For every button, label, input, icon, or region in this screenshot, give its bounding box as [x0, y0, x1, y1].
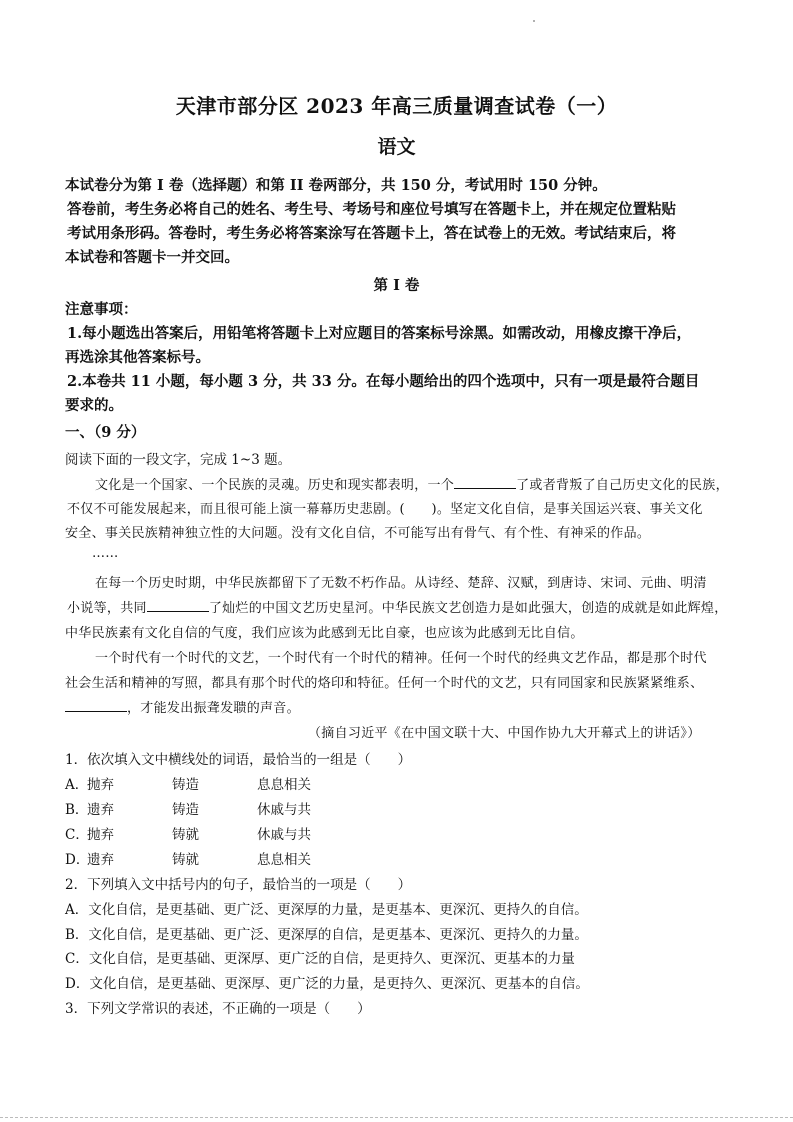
- intro-line-1: 本试卷分为第 I 卷（选择题）和第 II 卷两部分，共 150 分，考试用时 150 分钟。: [65, 177, 607, 194]
- part-title: 第 I 卷: [373, 277, 420, 294]
- notice-line-4: 要求的。: [65, 397, 123, 414]
- passage-p1-line-2: 不仅不可能发展起来，而且很可能上演一幕幕历史悲剧。( )。坚定文化自信，是事关国运兴衰、事关文化: [67, 502, 703, 517]
- q2-stem: 2．下列填入文中括号内的句子，最恰当的一项是（ ）: [65, 877, 412, 893]
- blank-2: [147, 599, 209, 612]
- section-heading: 一、（9 分）: [65, 424, 146, 441]
- passage-p2-line-3: 中华民族素有文化自信的气度，我们应该为此感到无比自豪，也应该为此感到无比自信。: [65, 626, 584, 641]
- passage-p2-line-2: 小说等，共同 了灿烂的中国文艺历史星河。中华民族文艺创造力是如此强大，创造的成就是如此辉煌，: [67, 601, 728, 616]
- q2-option-c[interactable]: C．文化自信，是更基础、更深厚、更广泛的自信，是更持久、更深沉、更基本的力量: [65, 951, 575, 967]
- passage-p1-line-1: 文化是一个国家、一个民族的灵魂。历史和现实都表明，一个 了或者背叛了自己历史文化的民族，: [95, 478, 729, 493]
- intro-line-2: 答卷前，考生务必将自己的姓名、考生号、考场号和座位号填写在答题卡上，并在规定位置粘贴: [67, 201, 676, 218]
- notice-heading: 注意事项：: [65, 301, 138, 318]
- passage-p3-line-3: ，才能发出振聋发聩的声音。: [65, 697, 300, 716]
- q1-stem: 1．依次填入文中横线处的词语，最恰当的一组是（ ）: [65, 752, 412, 768]
- scan-dot: [533, 20, 535, 22]
- notice-line-1: 1.每小题选出答案后，用铅笔将答题卡上对应题目的答案标号涂黑。如需改动，用橡皮擦干净后，: [67, 325, 692, 342]
- intro-line-4: 本试卷和答题卡一并交回。: [65, 249, 239, 266]
- q2-option-b[interactable]: B．文化自信，是更基础、更广泛、更深厚的自信，是更基本、更深沉、更持久的力量。: [65, 927, 588, 943]
- notice-line-2: 再选涂其他答案标号。: [65, 349, 210, 366]
- q2-option-a[interactable]: A．文化自信，是更基础、更广泛、更深厚的力量，是更基本、更深沉、更持久的自信。: [65, 902, 588, 918]
- passage-p1-line-3: 安全、事关民族精神独立性的大问题。没有文化自信，不可能写出有骨气、有个性、有神采的作品。: [65, 526, 651, 541]
- subject-title: 语文: [377, 136, 416, 158]
- intro-line-3: 考试用条形码。答卷时，考生务必将答案涂写在答题卡上，答在试卷上的无效。考试结束后，将: [67, 225, 676, 242]
- passage-p3-line-2: 社会生活和精神的写照，都具有那个时代的烙印和特征。任何一个时代的文艺，只有同国家和民族紧紧维系、: [65, 676, 704, 691]
- blank-1: [454, 476, 516, 489]
- section-instruction: 阅读下面的一段文字，完成 1~3 题。: [65, 452, 292, 468]
- passage-p2-line-1: 在每一个历史时期，中华民族都留下了无数不朽作品。从诗经、楚辞、汉赋，到唐诗、宋词、元曲、明清: [95, 576, 707, 591]
- q3-stem: 3．下列文学常识的表述，不正确的一项是（ ）: [65, 1001, 371, 1017]
- page-bottom-divider: [0, 1117, 793, 1118]
- notice-line-3: 2.本卷共 11 小题，每小题 3 分，共 33 分。在每小题给出的四个选项中，只有一项是最符合题目: [67, 373, 700, 390]
- blank-3: [65, 699, 127, 712]
- passage-ellipsis: ……: [92, 546, 119, 561]
- passage-source: （摘自习近平《在中国文联十大、中国作协九大开幕式上的讲话》）: [308, 726, 701, 741]
- exam-title: 天津市部分区 2023 年高三质量调查试卷（一）: [175, 94, 618, 118]
- passage-p3-line-1: 一个时代有一个时代的文艺，一个时代有一个时代的精神。任何一个时代的经典文艺作品，都是那个时代: [95, 651, 707, 666]
- q2-option-d[interactable]: D．文化自信，是更基础、更深厚、更广泛的力量，是更持久、更深沉、更基本的自信。: [65, 976, 589, 992]
